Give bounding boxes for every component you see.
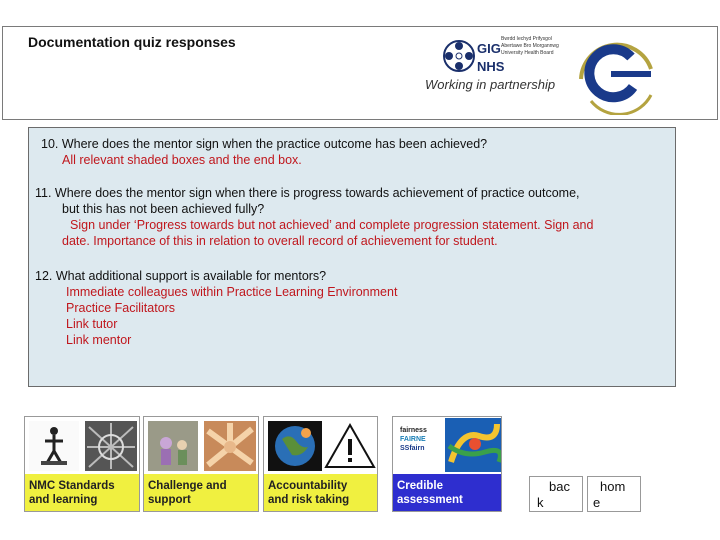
fairness-text: fairness FAIRNE SSfairn [400, 427, 427, 452]
nmc-standards-tile[interactable] [24, 416, 140, 512]
accountability-tile[interactable] [263, 416, 378, 512]
answer-12-item: Practice Facilitators [66, 301, 176, 315]
university-logo [571, 29, 659, 115]
support-images [144, 417, 258, 473]
globe-warning-icon [264, 417, 379, 473]
assessment-images [393, 417, 501, 473]
answer-12-item: Link tutor [66, 317, 118, 331]
tile-label: Credible assessment [393, 474, 501, 511]
figures-icon [25, 417, 141, 473]
nhs-board-name: Bwrdd Iechyd Prifysgol Abertawe Bro Morgannwg University Health Board [501, 36, 559, 56]
header-panel [2, 26, 718, 120]
standards-images [25, 417, 139, 473]
home-button[interactable]: hom e [587, 476, 641, 512]
answer-10: All relevant shaded boxes and the end box. [62, 153, 302, 167]
answer-11: Sign under ‘Progress towards but not achieved’ and complete progression statement. Sign and [70, 218, 594, 232]
question-10: 10. Where does the mentor sign when the practice outcome has been achieved? All relevant shaded boxes and the end box. [41, 137, 488, 167]
page-title: Documentation quiz responses [28, 34, 236, 50]
accountability-images [264, 417, 377, 473]
tile-label: Challenge and support [144, 474, 258, 511]
back-button[interactable]: bac k [529, 476, 583, 512]
question-11: 11. Where does the mentor sign when there is progress towards achievement of practice outcome, but this has not been achieved fully? Sign under ‘Progress towards but not achieved’ and complete progression statement. Sign and date. Importance of this in relation to overall record of achievement for student. [35, 186, 594, 248]
tile-label: Accountability and risk taking [264, 474, 377, 511]
tile-label: NMC Standards and learning [25, 474, 139, 511]
credible-assessment-tile[interactable] [392, 416, 502, 512]
assessment-map-icon [445, 418, 501, 472]
svg-text:NHS: NHS [477, 59, 505, 74]
answer-12-item: Link mentor [66, 333, 132, 347]
answer-12-item: Immediate colleagues within Practice Learning Environment [66, 285, 398, 299]
question-12: 12. What additional support is available for mentors? Immediate colleagues within Practice Learning Environment Practice Facilitators Link tutor Link mentor [35, 269, 398, 347]
hands-icon [144, 417, 260, 473]
quiz-answers-panel [28, 127, 676, 387]
svg-text:GIG: GIG [477, 41, 501, 56]
challenge-support-tile[interactable] [143, 416, 259, 512]
partnership-tagline: Working in partnership [425, 77, 556, 92]
